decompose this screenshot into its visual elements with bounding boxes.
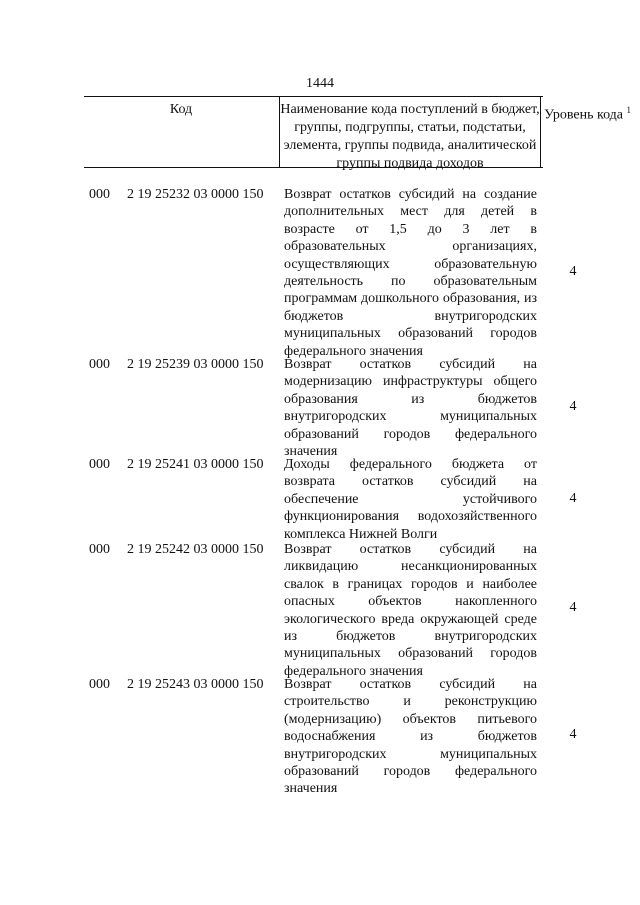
page-number: 1444: [306, 76, 334, 91]
income-name: Возврат остатков субсидий на создание дополнительных мест для детей в возрасте от 1,5 до 3 лет в образовательных организациях, осуществляющих образовательную деятельность по образовательным программам дошкольного образования, из бюджетов внутригородских муниципальных образований городов федерального значения: [284, 187, 537, 359]
admin-code: 000: [89, 357, 110, 372]
code-level: 4: [569, 600, 577, 615]
income-code: 2 19 25243 03 0000 150: [127, 677, 264, 692]
income-code: 2 19 25241 03 0000 150: [127, 457, 264, 472]
income-name: Возврат остатков субсидий на модернизацию инфраструктуры общего образования из бюджетов внутригородских муниципальных образований городов федерального значения: [284, 357, 537, 460]
admin-code: 000: [89, 677, 110, 692]
income-code: 2 19 25239 03 0000 150: [127, 357, 264, 372]
header-code: Код: [169, 102, 193, 117]
table-header: [84, 96, 631, 171]
code-level: 4: [569, 264, 577, 279]
admin-code: 000: [89, 187, 110, 202]
code-level: 4: [569, 399, 577, 414]
admin-code: 000: [89, 542, 110, 557]
header-name: Наименование кода поступлений в бюджет, группы, подгруппы, статьи, подстатьи, элемента, группы подвида, аналитической группы подвида доходов: [280, 102, 540, 171]
income-code: 2 19 25232 03 0000 150: [127, 187, 264, 202]
code-level: 4: [569, 727, 577, 742]
admin-code: 000: [89, 457, 110, 472]
code-level: 4: [569, 491, 577, 506]
income-name: Доходы федерального бюджета от возврата остатков субсидий на обеспечение устойчивого функционирования водохозяйственного комплекса Нижней Волги: [284, 457, 537, 542]
header-level-label: Уровень кода: [544, 107, 623, 123]
income-code: 2 19 25242 03 0000 150: [127, 542, 264, 557]
income-name: Возврат остатков субсидий на строительство и реконструкцию (модернизацию) объектов питьевого водоснабжения из бюджетов внутригородских муниципальных образований городов федерального значения: [284, 677, 537, 797]
header-level: [541, 101, 631, 125]
footnote-mark: 1: [626, 105, 631, 115]
income-name: Возврат остатков субсидий на ликвидацию несанкционированных свалок в границах городов и наиболее опасных объектов накопленного экологического вреда окружающей среде из бюджетов внутригородских муниципальных образований городов федерального значения: [284, 542, 537, 679]
